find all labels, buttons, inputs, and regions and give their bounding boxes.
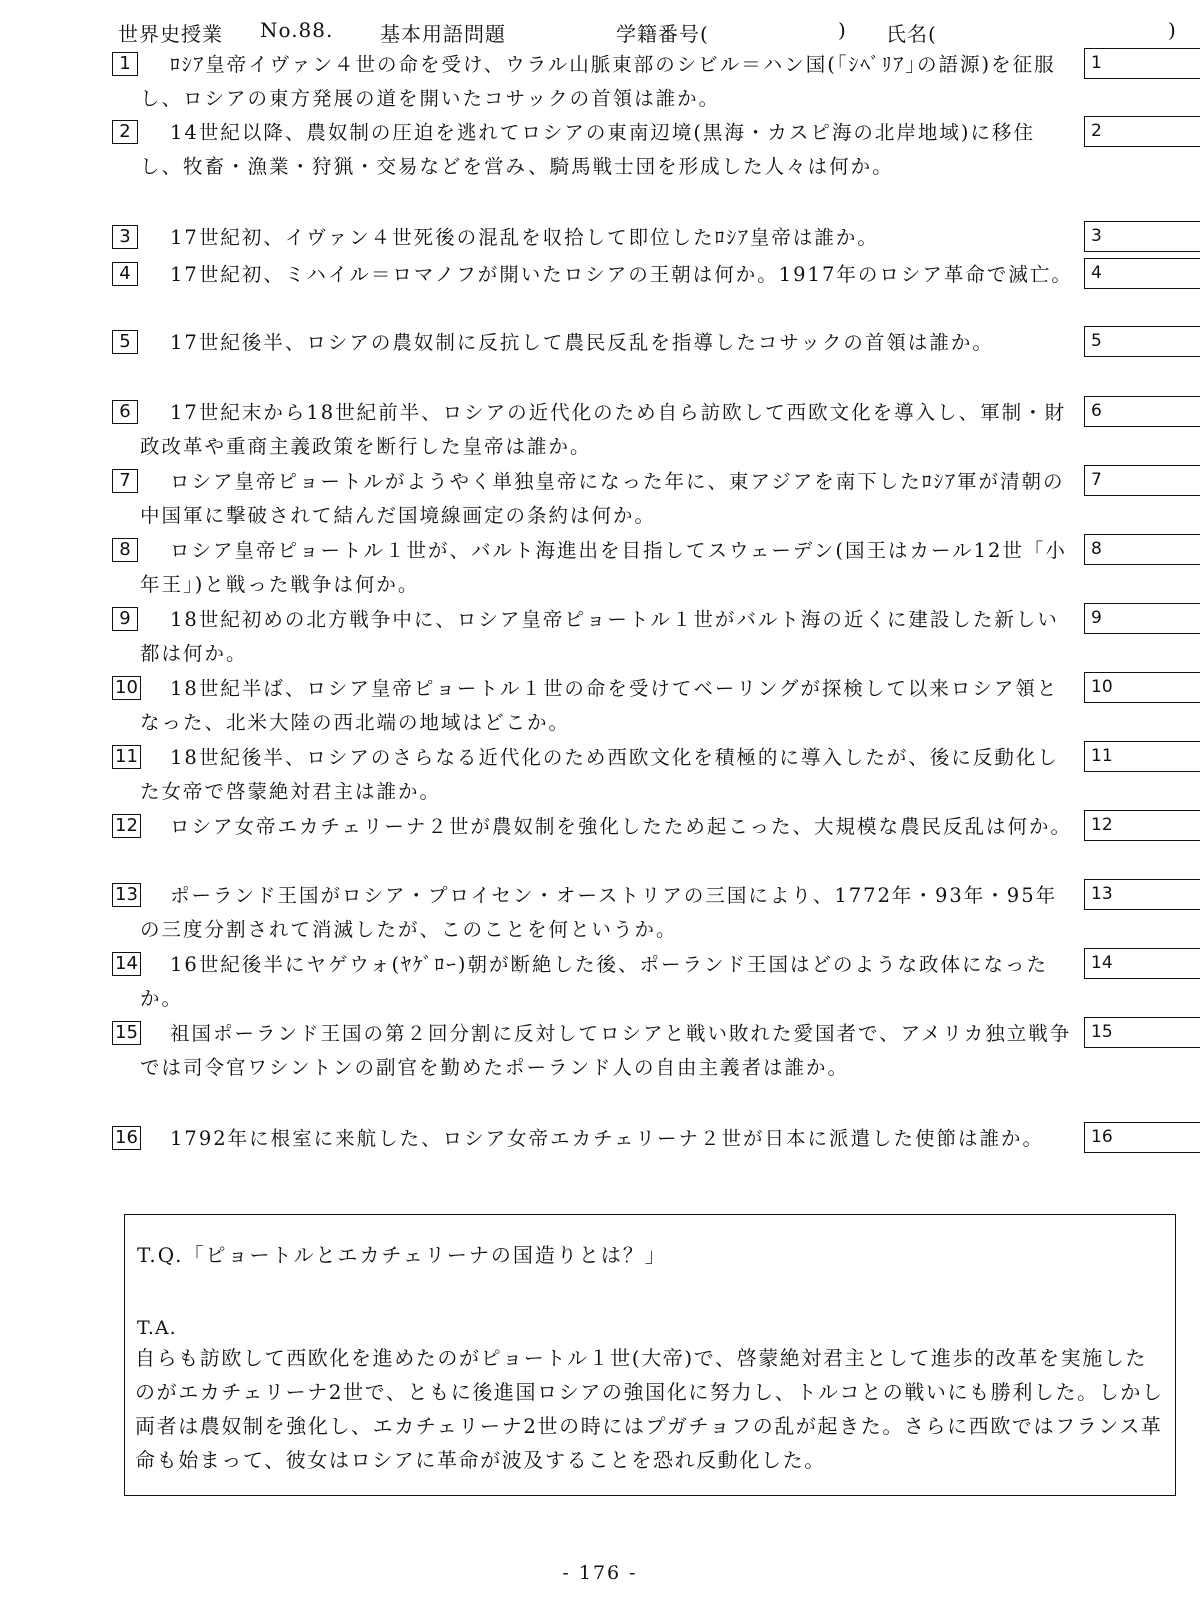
question-number: 16 bbox=[112, 1126, 141, 1150]
answer-box-16[interactable]: 16 bbox=[1084, 1122, 1200, 1153]
answer-box-11[interactable]: 11 bbox=[1084, 741, 1200, 772]
question-text: 14世紀以降、農奴制の圧迫を逃れてロシアの東南辺境(黒海・カスピ海の北岸地域)に移住し、牧畜・漁業・狩猟・交易などを営み、騎馬戦士団を形成した人々は何か。 bbox=[140, 121, 1036, 178]
question-text: 17世紀末から18世紀前半、ロシアの近代化のため自ら訪欧して西欧文化を導入し、軍制・財政改革や重商主義政策を断行した皇帝は誰か。 bbox=[140, 401, 1067, 458]
question-number: 11 bbox=[112, 745, 141, 769]
answer-box-15[interactable]: 15 bbox=[1084, 1017, 1200, 1048]
answer-box-2[interactable]: 2 bbox=[1084, 116, 1200, 147]
question-number: 7 bbox=[112, 469, 138, 493]
question-text: 18世紀初めの北方戦争中に、ロシア皇帝ピョートル１世がバルト海の近くに建設した新しい都は何か。 bbox=[140, 608, 1059, 665]
answer-box-12[interactable]: 12 bbox=[1084, 810, 1200, 841]
theme-question: T.Q.「ピョートルとエカチェリーナの国造りとは？」 bbox=[137, 1243, 667, 1267]
worksheet-number: No.88. bbox=[260, 18, 334, 42]
theme-answer-text: 自らも訪欧して西欧化を進めたのがピョートル１世(大帝)で、啓蒙絶対君主として進歩的改革を実施したのがエカチェリーナ2世で、ともに後進国ロシアの強国化に努力し、トルコとの戦いにも勝利した。しかし両者は農奴制を強化し、エカチェリーナ2世の時にはプガチョフの乱が起きた。さらに西欧ではフランス革命も始まって、彼女はロシアに革命が波及することを恐れ反動化した。 bbox=[135, 1346, 1164, 1472]
question-number: 6 bbox=[112, 400, 138, 424]
question-text: 祖国ポーランド王国の第２回分割に反対してロシアと戦い敗れた愛国者で、アメリカ独立戦争では司令官ワシントンの副官を勤めたポーランド人の自由主義者は誰か。 bbox=[140, 1022, 1072, 1079]
question-text: ポーランド王国がロシア・プロイセン・オーストリアの三国により、1772年・93年・95年の三度分割されて消滅したが、このことを何というか。 bbox=[140, 884, 1058, 941]
answer-box-6[interactable]: 6 bbox=[1084, 396, 1200, 427]
answer-box-9[interactable]: 9 bbox=[1084, 603, 1200, 634]
question-text: 18世紀半ば、ロシア皇帝ピョートル１世の命を受けてベーリングが探検して以来ロシア領となった、北米大陸の西北端の地域はどこか。 bbox=[140, 677, 1059, 734]
name-label: 氏名( bbox=[886, 22, 937, 46]
question-text: ロシア皇帝ピョートルがようやく単独皇帝になった年に、東アジアを南下したﾛｼｱ軍が清朝の中国軍に撃破されて結んだ国境線画定の条約は何か。 bbox=[140, 470, 1065, 527]
question-number: 9 bbox=[112, 607, 138, 631]
worksheet-kind: 基本用語問題 bbox=[380, 22, 506, 46]
question-number: 8 bbox=[112, 538, 138, 562]
answer-box-3[interactable]: 3 bbox=[1084, 221, 1200, 252]
question-text: ロシア皇帝ピョートル１世が、バルト海進出を目指してスウェーデン(国王はカール12世「小年王」)と戦った戦争は何か。 bbox=[140, 539, 1067, 596]
student-id-label: 学籍番号( bbox=[616, 22, 709, 46]
course-title: 世界史授業 bbox=[118, 22, 223, 46]
answer-box-8[interactable]: 8 bbox=[1084, 534, 1200, 565]
question-text: 17世紀初、ミハイル＝ロマノフが開いたロシアの王朝は何か。1917年のロシア革命で滅亡。 bbox=[170, 263, 1073, 286]
answer-box-10[interactable]: 10 bbox=[1084, 672, 1200, 703]
question-number: 3 bbox=[112, 225, 138, 249]
question-number: 1 bbox=[112, 52, 138, 76]
question-number: 15 bbox=[112, 1021, 141, 1045]
answer-box-1[interactable]: 1 bbox=[1084, 48, 1200, 79]
worksheet-header bbox=[118, 14, 1178, 48]
answer-box-5[interactable]: 5 bbox=[1084, 326, 1200, 357]
name-close: ) bbox=[1168, 18, 1177, 42]
answer-box-14[interactable]: 14 bbox=[1084, 948, 1200, 979]
question-text: 1792年に根室に来航した、ロシア女帝エカチェリーナ２世が日本に派遣した使節は誰か。 bbox=[170, 1127, 1045, 1150]
answer-box-13[interactable]: 13 bbox=[1084, 879, 1200, 910]
student-id-close: ) bbox=[838, 18, 847, 42]
question-text: 16世紀後半にヤゲウォ(ﾔｹﾞﾛｰ)朝が断絶した後、ポーランド王国はどのような政体になったか。 bbox=[140, 953, 1048, 1010]
question-number: 14 bbox=[112, 952, 141, 976]
question-text: ロシア女帝エカチェリーナ２世が農奴制を強化したため起こった、大規模な農民反乱は何か。 bbox=[170, 815, 1073, 838]
question-text: ﾛｼｱ皇帝イヴァン４世の命を受け、ウラル山脈東部のシビル＝ハン国(｢ｼﾍﾞﾘｱ｣の語源)を征服し、ロシアの東方発展の道を開いたコサックの首領は誰か。 bbox=[140, 53, 1056, 110]
theme-answer-label: T.A. bbox=[137, 1317, 177, 1339]
question-number: 4 bbox=[112, 262, 138, 286]
question-number: 2 bbox=[112, 120, 138, 144]
question-text: 17世紀初、イヴァン４世死後の混乱を収拾して即位したﾛｼｱ皇帝は誰か。 bbox=[170, 226, 879, 249]
question-number: 10 bbox=[112, 676, 141, 700]
theme-question-box bbox=[124, 1214, 1176, 1496]
question-text: 17世紀後半、ロシアの農奴制に反抗して農民反乱を指導したコサックの首領は誰か。 bbox=[170, 331, 994, 354]
answer-box-4[interactable]: 4 bbox=[1084, 258, 1200, 289]
question-number: 12 bbox=[112, 814, 141, 838]
question-number: 13 bbox=[112, 883, 141, 907]
question-number: 5 bbox=[112, 330, 138, 354]
page-number: - 176 - bbox=[562, 1562, 638, 1584]
answer-box-7[interactable]: 7 bbox=[1084, 465, 1200, 496]
question-text: 18世紀後半、ロシアのさらなる近代化のため西欧文化を積極的に導入したが、後に反動化した女帝で啓蒙絶対君主は誰か。 bbox=[140, 746, 1059, 803]
